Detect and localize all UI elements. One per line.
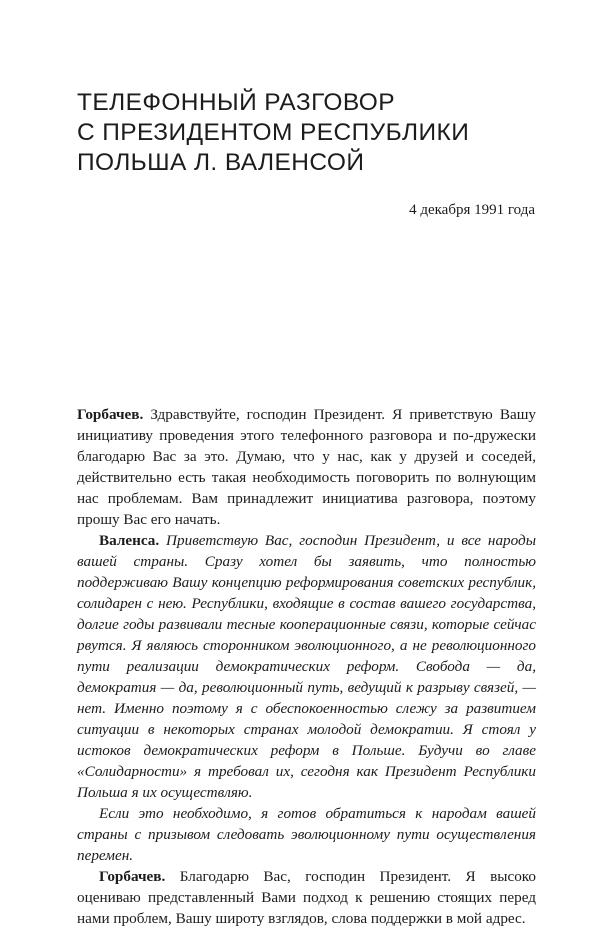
chapter-title-line: ПОЛЬША Л. ВАЛЕНСОЙ [77,149,365,176]
speech-text: Приветствую Вас, господин Президент, и все народы вашей страны. Сразу хотел бы заявить, что полностью поддерживаю Вашу концепцию реформирования советских республик, солидарен с нею. Республики, входящие в состав вашего государства, долгие годы развивали тесные кооперационные связи, которые сейчас рвутся. Я являюсь сторонником эволюционного, а не революционного пути реализации демократических реформ. Свобода — да, демократия — да, революционный путь, ведущий к разрыву связей, — нет. Именно поэтому я с обеспокоенностью слежу за развитием ситуации в некоторых странах молодой демократии. Я стоял у истоков демократических реформ в Польше. Будучи во главе «Солидарности» я требовал их, сегодня как Президент Республики Польша я их осуществляю. [77,532,536,801]
transcript-paragraph [77,866,536,929]
transcript-body [77,404,536,929]
speaker-name: Валенса. [99,532,160,549]
speech-text: Благодарю Вас, господин Президент. Я высоко оцениваю представленный Вами подход к решению стоящих перед нами проблем, Вашу широту взглядов, слова поддержки в мой адрес. [77,868,536,927]
transcript-paragraph [77,803,536,866]
chapter-title-line: С ПРЕЗИДЕНТОМ РЕСПУБЛИКИ [77,119,470,146]
speaker-name: Горбачев. [77,406,144,423]
speaker-name: Горбачев. [99,868,166,885]
speech-text: Здравствуйте, господин Президент. Я приветствую Вашу инициативу проведения этого телефонного разговора и по-дружески благодарю Вас за это. Думаю, что у нас, как у друзей и соседей, действительно есть такая необходимость поговорить по волнующим нас проблемам. Вам принадлежит инициатива разговора, поэтому прошу Вас его начать. [77,406,536,528]
chapter-title [77,88,547,178]
speech-text: Если это необходимо, я готов обратиться к народам вашей страны с призывом следовать эволюционному пути осуществления перемен. [77,805,536,864]
chapter-title-line: ТЕЛЕФОННЫЙ РАЗГОВОР [77,89,395,116]
document-date: 4 декабря 1991 года [409,202,535,218]
transcript-paragraph [77,404,536,530]
transcript-paragraph [77,530,536,803]
